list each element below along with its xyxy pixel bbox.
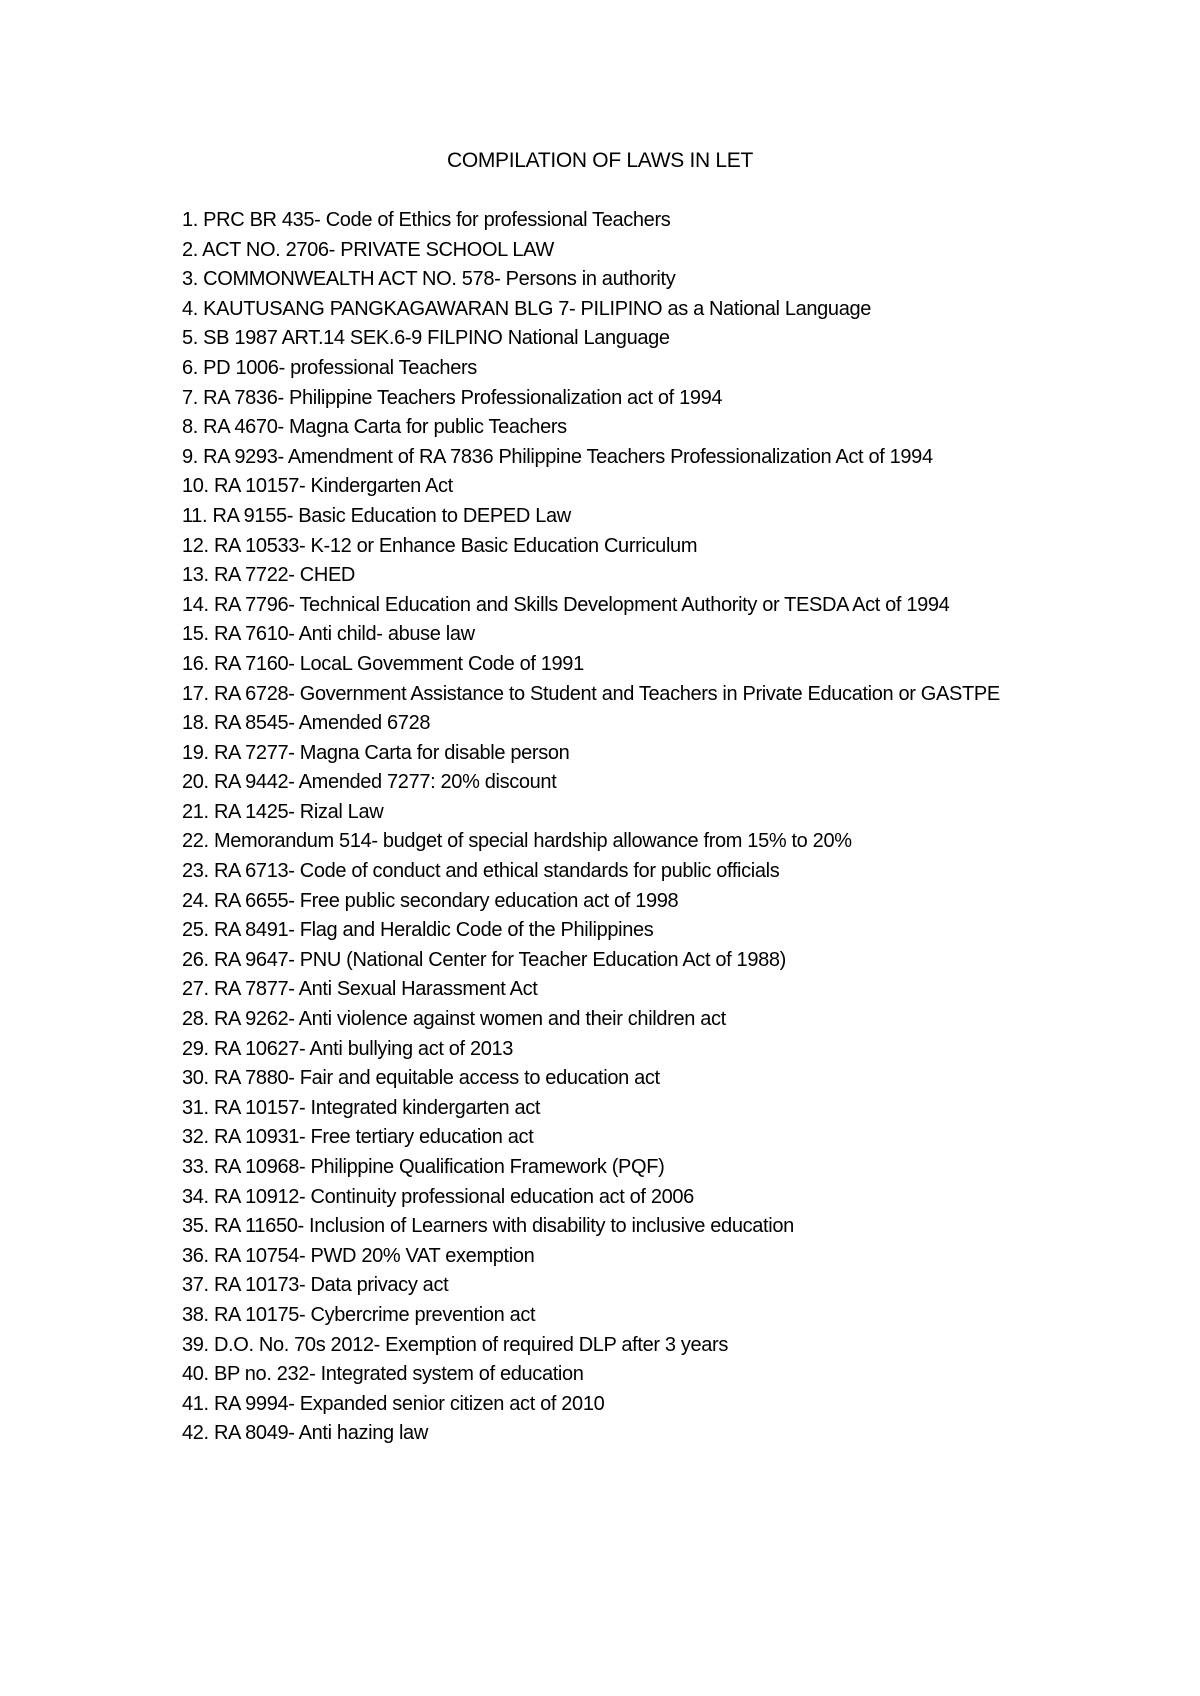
law-list-item: 25. RA 8491- Flag and Heraldic Code of the Philippines <box>182 919 654 942</box>
law-list-item: 17. RA 6728- Government Assistance to Student and Teachers in Private Education or GASTPE <box>182 682 1000 705</box>
law-list-item: 35. RA 11650- Inclusion of Learners with disability to inclusive education <box>182 1215 794 1238</box>
law-list-item: 13. RA 7722- CHED <box>182 564 356 587</box>
law-list-item: 31. RA 10157- Integrated kindergarten act <box>182 1096 541 1119</box>
law-list-item: 41. RA 9994- Expanded senior citizen act of 2010 <box>182 1392 605 1415</box>
law-list-item: 23. RA 6713- Code of conduct and ethical standards for public officials <box>182 860 780 883</box>
law-list-item: 20. RA 9442- Amended 7277: 20% discount <box>182 771 557 794</box>
law-list-item: 39. D.O. No. 70s 2012- Exemption of required DLP after 3 years <box>182 1333 729 1356</box>
law-list-item: 9. RA 9293- Amendment of RA 7836 Philippine Teachers Professionalization Act of 1994 <box>182 445 933 468</box>
law-list-item: 24. RA 6655- Free public secondary education act of 1998 <box>182 889 679 912</box>
law-list-item: 15. RA 7610- Anti child- abuse law <box>182 623 475 646</box>
law-list-item: 16. RA 7160- LocaL Govemment Code of 1991 <box>182 652 584 675</box>
law-list-item: 30. RA 7880- Fair and equitable access to education act <box>182 1067 660 1090</box>
law-list-item: 5. SB 1987 ART.14 SEK.6-9 FILPINO National Language <box>182 327 670 350</box>
law-list-item: 11. RA 9155- Basic Education to DEPED Law <box>182 504 571 527</box>
law-list-item: 36. RA 10754- PWD 20% VAT exemption <box>182 1244 535 1267</box>
law-list-item: 3. COMMONWEALTH ACT NO. 578- Persons in authority <box>182 268 676 291</box>
law-list-item: 37. RA 10173- Data privacy act <box>182 1274 449 1297</box>
law-list-item: 27. RA 7877- Anti Sexual Harassment Act <box>182 978 538 1001</box>
law-list-item: 1. PRC BR 435- Code of Ethics for professional Teachers <box>182 209 671 231</box>
law-list-item: 2. ACT NO. 2706- PRIVATE SCHOOL LAW <box>182 238 554 261</box>
law-list-item: 22. Memorandum 514- budget of special hardship allowance from 15% to 20% <box>182 830 852 853</box>
law-list-item: 18. RA 8545- Amended 6728 <box>182 712 431 735</box>
law-list-item: 32. RA 10931- Free tertiary education act <box>182 1126 534 1149</box>
law-list-item: 19. RA 7277- Magna Carta for disable person <box>182 741 570 764</box>
law-list-item: 28. RA 9262- Anti violence against women and their children act <box>182 1008 726 1031</box>
law-list <box>182 206 1042 1449</box>
law-list-item: 6. PD 1006- professional Teachers <box>182 356 477 379</box>
law-list-item: 29. RA 10627- Anti bullying act of 2013 <box>182 1037 514 1060</box>
law-list-item: 12. RA 10533- K-12 or Enhance Basic Education Curriculum <box>182 534 698 557</box>
law-list-item: 21. RA 1425- Rizal Law <box>182 800 384 823</box>
law-list-item: 14. RA 7796- Technical Education and Skills Development Authority or TESDA Act of 1994 <box>182 593 950 616</box>
law-list-item: 34. RA 10912- Continuity professional education act of 2006 <box>182 1185 694 1208</box>
law-list-item: 7. RA 7836- Philippine Teachers Professionalization act of 1994 <box>182 386 723 409</box>
law-list-item: 40. BP no. 232- Integrated system of education <box>182 1363 584 1386</box>
law-list-item: 4. KAUTUSANG PANGKAGAWARAN BLG 7- PILIPINO as a National Language <box>182 297 872 320</box>
document-title: COMPILATION OF LAWS IN LET <box>446 149 754 172</box>
law-list-item: 26. RA 9647- PNU (National Center for Teacher Education Act of 1988) <box>182 948 786 971</box>
law-list-item: 42. RA 8049- Anti hazing law <box>182 1422 428 1445</box>
law-list-item: 8. RA 4670- Magna Carta for public Teachers <box>182 416 567 439</box>
law-list-item: 33. RA 10968- Philippine Qualification Framework (PQF) <box>182 1156 665 1178</box>
law-list-item: 10. RA 10157- Kindergarten Act <box>182 475 453 498</box>
law-list-item: 38. RA 10175- Cybercrime prevention act <box>182 1303 536 1326</box>
